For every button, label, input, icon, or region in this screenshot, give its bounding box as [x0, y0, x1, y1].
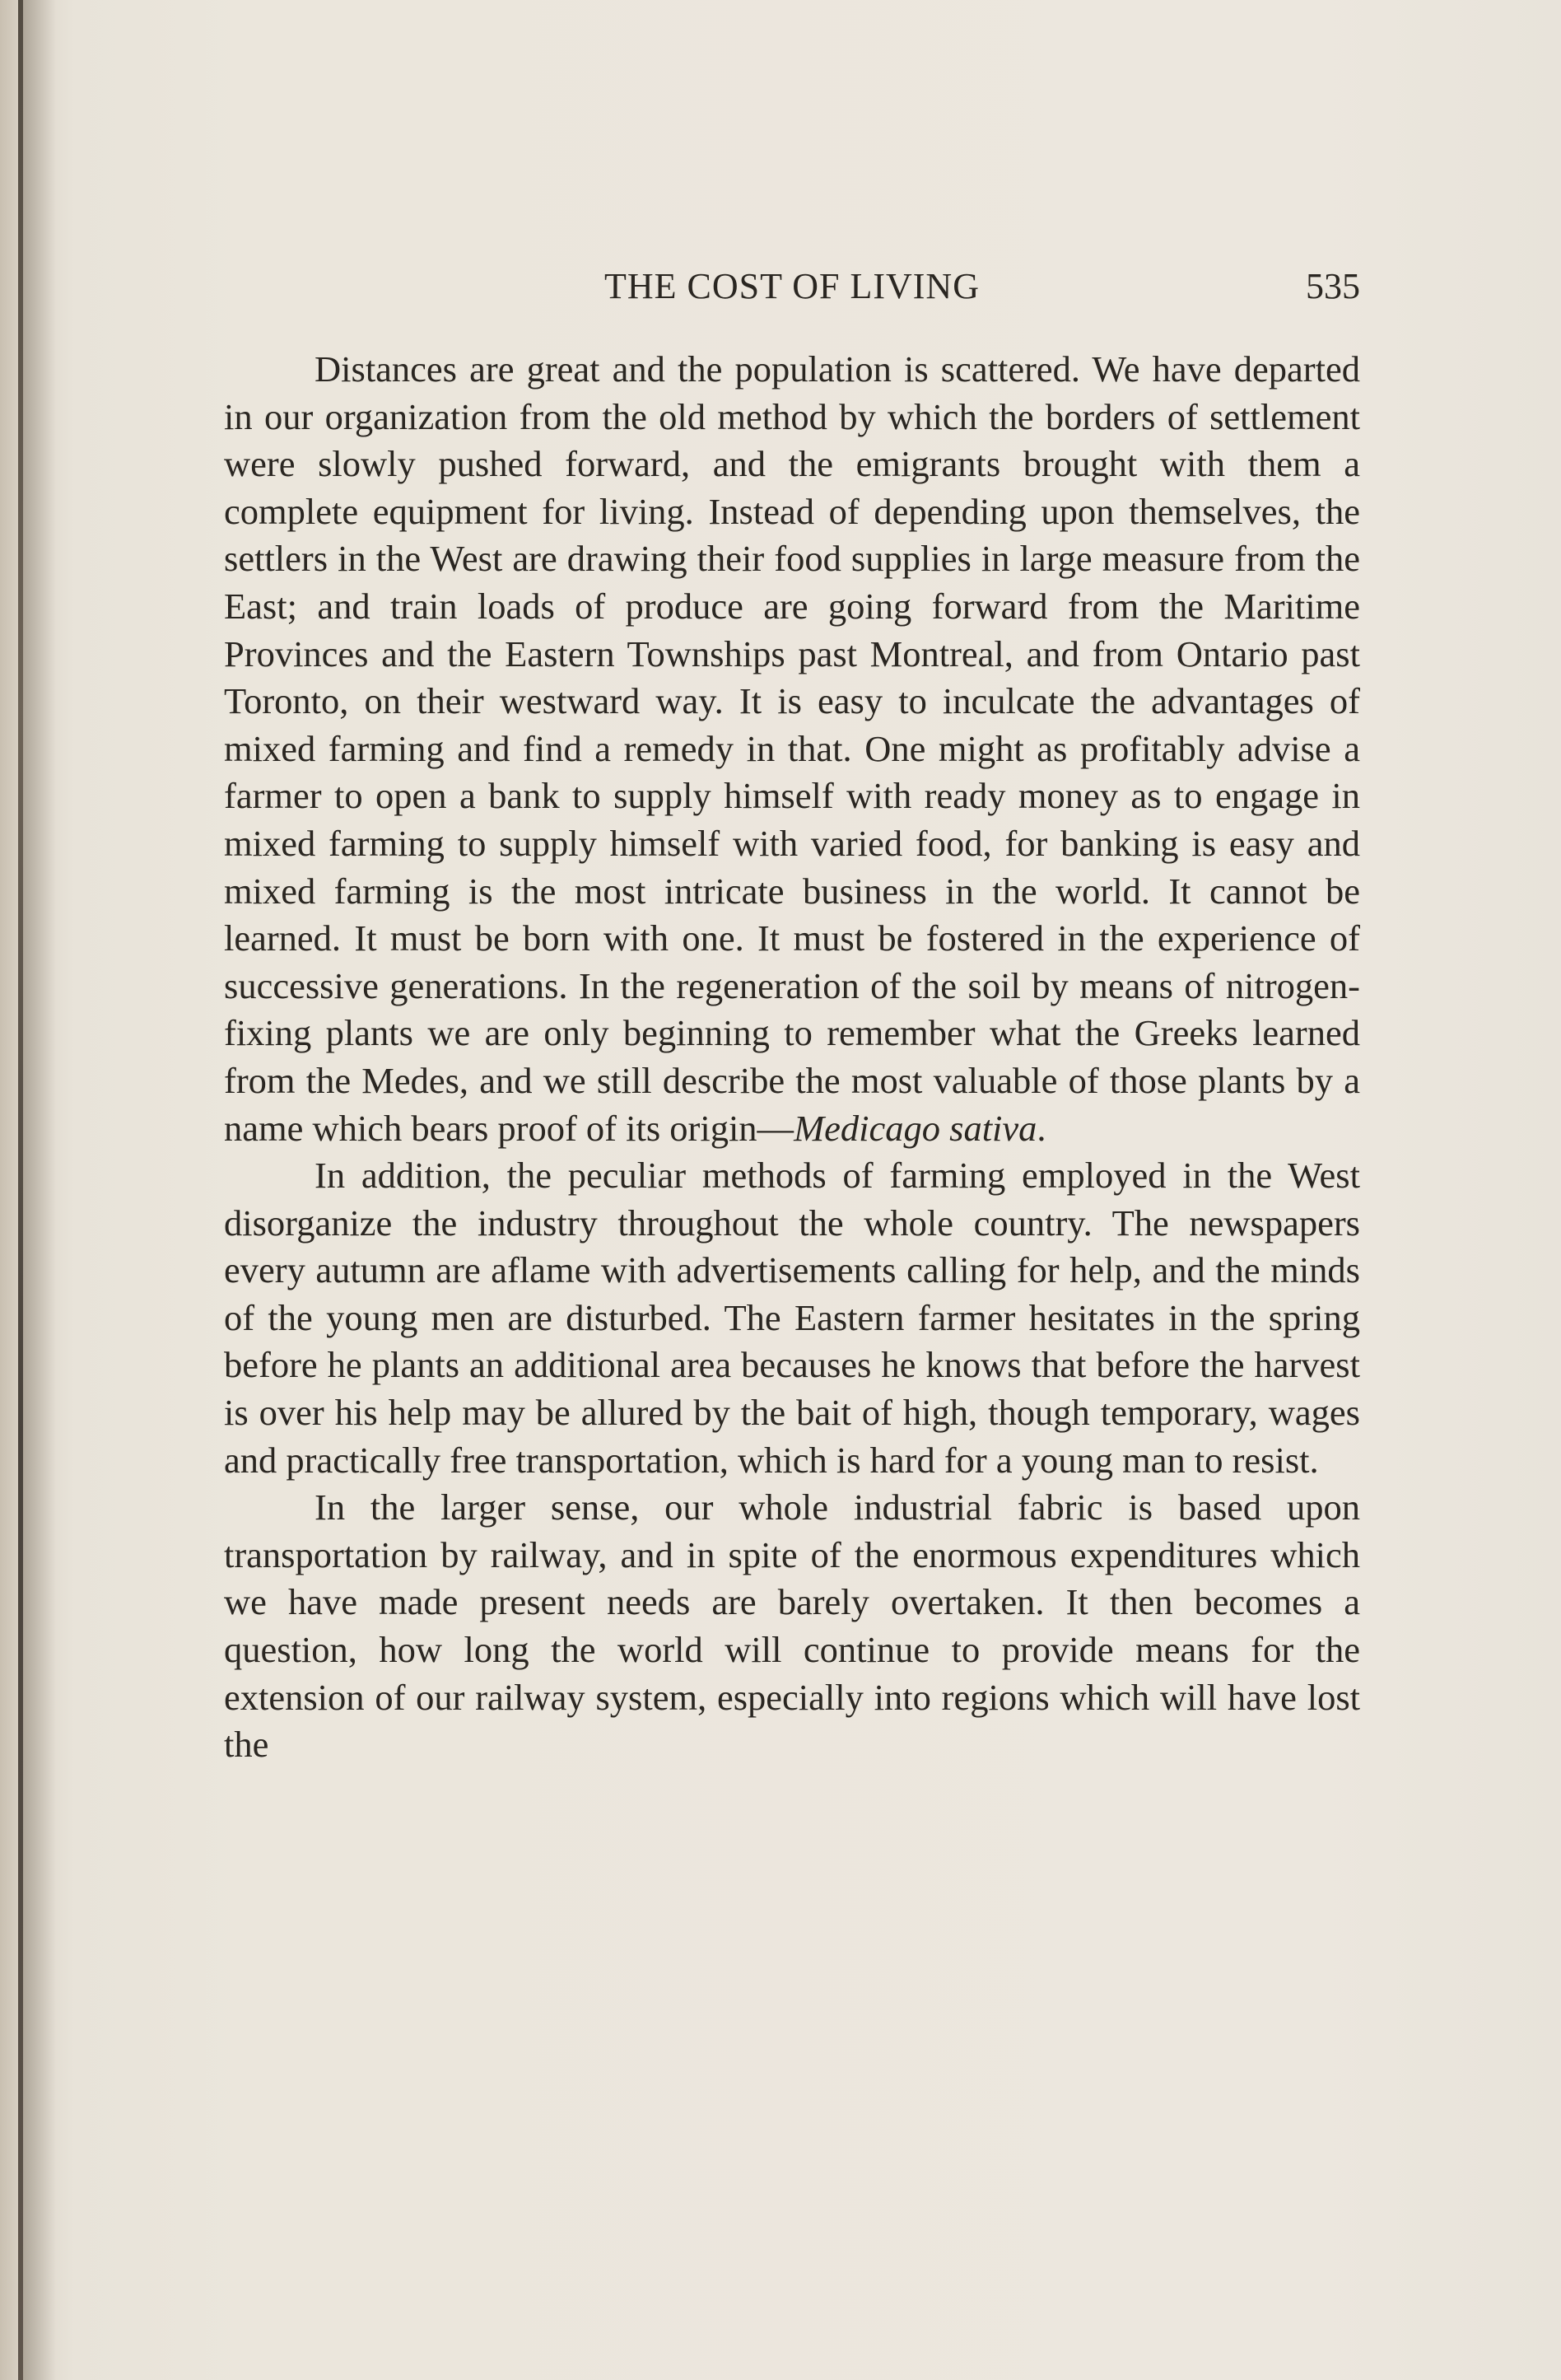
gutter-shadow — [23, 0, 56, 2380]
running-head-title: THE COST OF LIVING — [604, 266, 980, 306]
paragraph-1 — [224, 346, 1360, 1152]
page-number: 535 — [1306, 266, 1360, 306]
paragraph-2: In addition, the peculiar methods of farming employed in the West disorganize the industry throughout the whole country. The newspapers every autumn are aflame with advertisements calling for help, and the minds of the young men are disturbed. The Eastern farmer hesitates in the spring before he plants an additional area becauses he knows that before the harvest is over his help may be allured by the bait of high, though temporary, wages and practically free transportation, which is hard for a young man to resist. — [224, 1155, 1360, 1481]
paragraph-3: In the larger sense, our whole industrial fabric is based upon transportation by railway, and in spite of the enormous expenditures which we have made present needs are barely overtaken. It then becomes a question, how long the world will continue to provide means for the extension of our railway system, especially into regions which will have lost the — [224, 1486, 1360, 1766]
body-text — [224, 346, 1360, 1769]
paragraph-1-text: Distances are great and the population is scattered. We have departed in our organization from the old method by which the borders of settlement were slowly pushed forward, and the emigrants brought with them a complete equipment for living. Instead of depending upon themselves, the settlers in the West are drawing their food supplies in large measure from the East; and train loads of produce are going forward from the Maritime Provinces and the Eastern Townships past Montreal, and from Ontario past Toronto, on their westward way. It is easy to inculcate the advantages of mixed farming and find a remedy in that. One might as profitably advise a farmer to open a bank to supply himself with ready money as to engage in mixed farming to supply himself with varied food, for banking is easy and mixed farming is the most intricate business in the world. It cannot be learned. It must be born with one. It must be fostered in the experience of successive generations. In the regeneration of the soil by means of nitrogen-fixing plants we are only beginning to remember what the Greeks learned from the Medes, and we still describe the most valuable of those plants by a name which bears proof of its origin— — [224, 348, 1360, 1149]
paragraph-1-tail: . — [1037, 1107, 1046, 1149]
running-head — [224, 265, 1360, 315]
paragraph-1-italic: Medicago sativa — [794, 1107, 1037, 1149]
